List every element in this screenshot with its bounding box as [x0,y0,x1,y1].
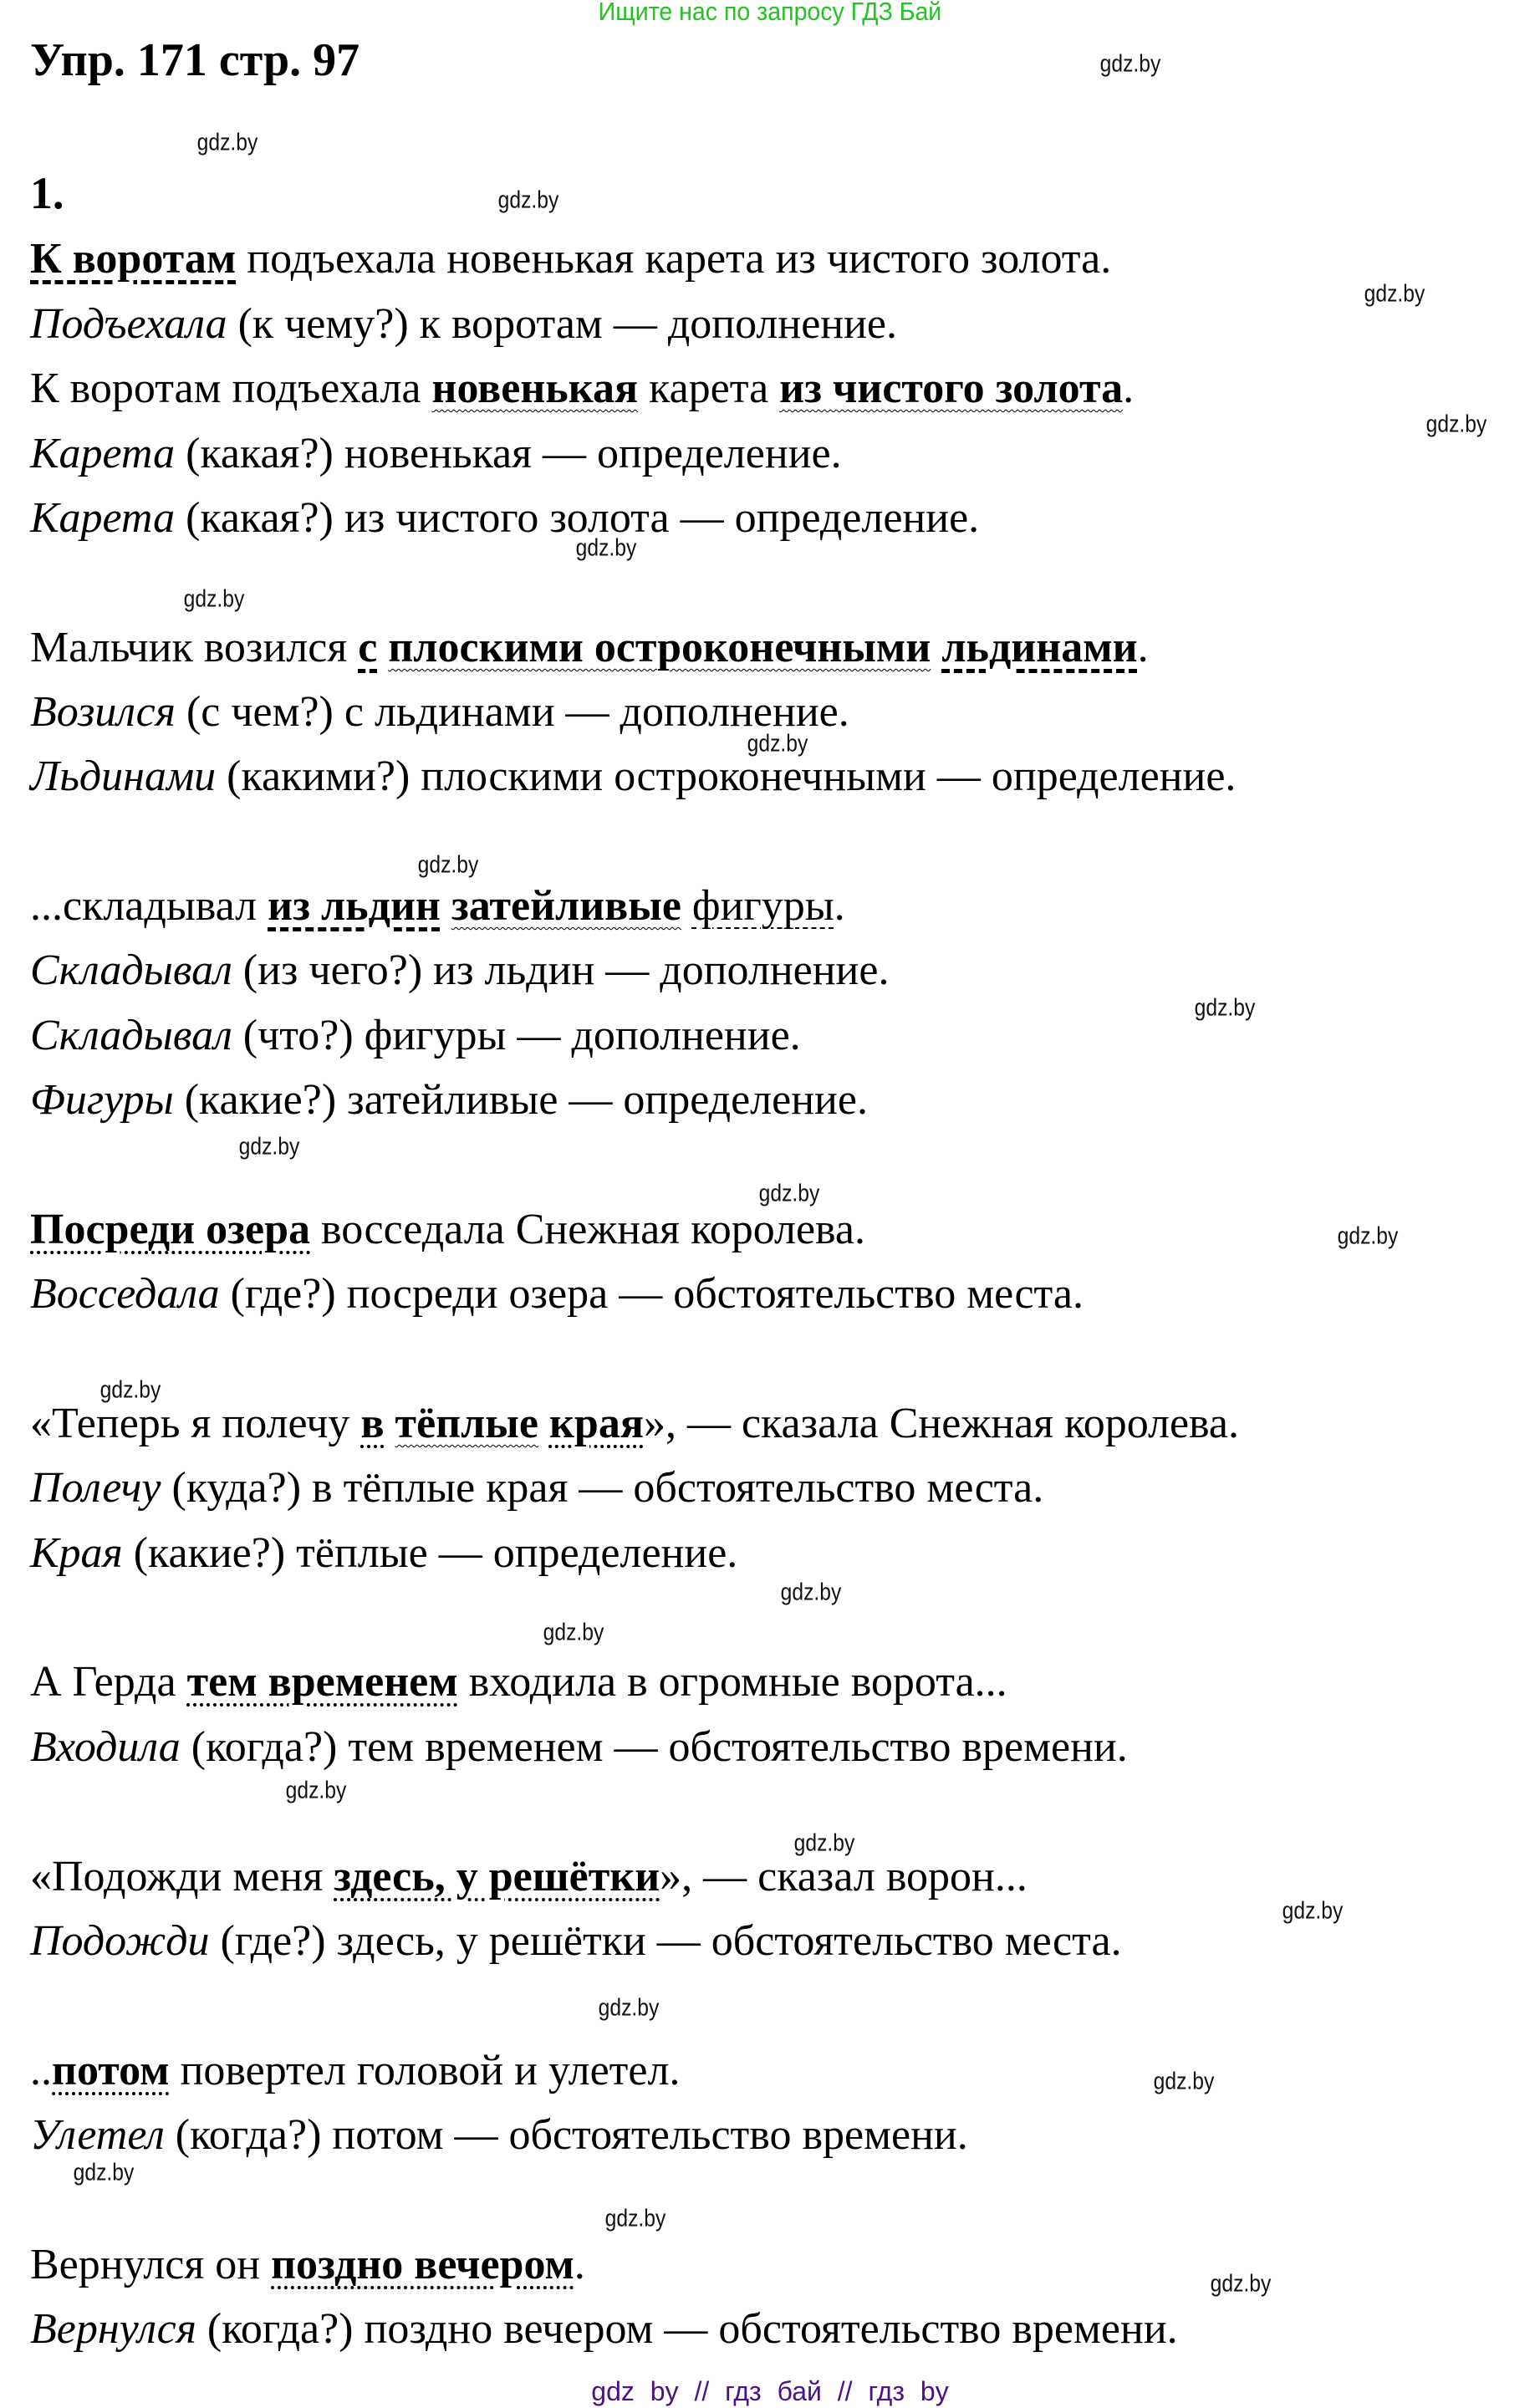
sentence-line [30,234,1111,284]
analysis-line [30,1916,1122,1967]
watermark: gdz.by [1364,280,1425,308]
adverbial-preposition: в [360,1400,385,1447]
sentence-text: подъехала новенькая карета из чистого золота. [236,235,1112,283]
sentence-line [30,1657,1007,1707]
sentence-text: восседала Снежная королева. [310,1206,865,1253]
sentence-text: Мальчик возился [30,624,359,671]
sentence-text: «Подожди меня [30,1853,334,1900]
sentence-text: Вернулся он [30,2241,272,2288]
analysis-word: Края [30,1529,123,1577]
footer-links[interactable]: gdz by // гдз бай // гдз by [591,2376,949,2406]
watermark: gdz.by [99,1376,161,1404]
watermark: gdz.by [417,851,479,879]
analysis-word: Карета [30,430,176,477]
watermark: gdz.by [780,1579,842,1606]
analysis-text: (какая?) новенькая — определение. [175,430,842,477]
sentence-line [30,2046,680,2096]
analysis-text: (куда?) в тёплые края — обстоятельство места. [161,1464,1044,1512]
watermark: gdz.by [604,2205,666,2232]
sentence-text: .. [30,2047,52,2094]
analysis-word: Льдинами [30,752,217,800]
sentence-text: . [1137,624,1149,671]
analysis-text: (что?) фигуры — дополнение. [232,1012,801,1059]
analysis-text: (какие?) затейливые — определение. [173,1076,868,1124]
analysis-line [30,493,979,543]
analysis-text: (когда?) потом — обстоятельство времени. [164,2111,968,2159]
object-word: льдинами [941,624,1138,671]
analysis-text: (какими?) плоскими остроконечными — определение. [216,752,1237,800]
analysis-line [30,687,849,737]
analysis-word: Фигуры [30,1076,174,1124]
watermark: gdz.by [1194,994,1256,1022]
analysis-line [30,429,842,479]
space [538,1400,549,1447]
watermark: gdz.by [285,1777,347,1804]
page-title: Упр. 171 стр. 97 [30,34,360,86]
analysis-line [30,1722,1128,1773]
sentence-line [30,2240,585,2290]
attribute-word: затейливые [451,882,681,930]
watermark: gdz.by [598,1994,660,2022]
section-number: 1. [30,168,64,218]
analysis-text: (из чего?) из льдин — дополнение. [232,946,890,994]
sentence-text: «Теперь я полечу [30,1400,361,1447]
adverbial-phrase: тем временем [186,1658,458,1706]
space [931,624,941,671]
object-preposition: с [358,624,378,671]
space [681,882,692,930]
search-banner[interactable]: Ищите нас по запросу ГДЗ Бай [598,0,942,26]
analysis-word: Вернулся [30,2305,196,2353]
attribute-phrase: плоскими остроконечными [388,624,931,671]
sentence-line [30,881,845,931]
watermark: gdz.by [73,2159,135,2186]
analysis-text: (к чему?) к воротам — дополнение. [227,300,898,348]
analysis-line [30,2110,968,2161]
analysis-word: Улетел [30,2111,165,2159]
sentence-text: А Герда [30,1658,187,1706]
sentence-text: . [834,882,845,930]
adverbial-phrase: поздно вечером [271,2241,574,2288]
sentence-line [30,364,1134,414]
sentence-text: . [1123,365,1135,412]
analysis-text: (когда?) поздно вечером — обстоятельство времени. [196,2305,1178,2353]
sentence-text: карета [638,365,780,412]
analysis-line [30,946,889,996]
space [377,624,388,671]
adverbial-word: края [548,1400,644,1447]
watermark: gdz.by [747,730,808,758]
analysis-line [30,299,897,349]
watermark: gdz.by [183,585,245,613]
attribute-word: новенькая [431,365,639,412]
analysis-word: Карета [30,494,176,542]
space [441,882,451,930]
object-phrase: из льдин [268,882,441,930]
watermark: gdz.by [793,1829,855,1857]
analysis-word: Подожди [30,1917,210,1965]
sentence-text: . [574,2241,585,2288]
analysis-line [30,1269,1084,1319]
analysis-word: Подъехала [30,300,227,348]
sentence-text: », — сказала Снежная королева. [643,1400,1239,1447]
watermark: gdz.by [1210,2270,1272,2298]
adverbial-word: потом [52,2047,170,2094]
watermark: gdz.by [1153,2068,1215,2095]
analysis-word: Складывал [30,946,232,994]
sentence-line [30,1205,865,1255]
analysis-text: (где?) посреди озера — обстоятельство места. [219,1270,1084,1318]
analysis-line [30,1011,801,1061]
sentence-text: ...складывал [30,882,268,930]
sentence-text: », — сказал ворон... [660,1853,1028,1900]
analysis-line [30,752,1236,802]
analysis-word: Возился [30,688,176,736]
analysis-word: Входила [30,1723,181,1771]
watermark: gdz.by [1282,1897,1344,1925]
analysis-line [30,2304,1178,2354]
watermark: gdz.by [497,186,559,214]
watermark: gdz.by [543,1619,604,1646]
watermark: gdz.by [196,129,258,156]
watermark: gdz.by [238,1133,300,1161]
watermark: gdz.by [1099,50,1161,78]
analysis-line [30,1463,1043,1513]
analysis-line [30,1075,868,1125]
sentence-line [30,1399,1239,1449]
watermark: gdz.by [1425,411,1487,438]
analysis-text: (какие?) тёплые — определение. [122,1529,738,1577]
watermark: gdz.by [575,534,637,562]
watermark: gdz.by [758,1180,820,1207]
analysis-text: (с чем?) с льдинами — дополнение. [175,688,849,736]
object-phrase: К воротам [30,235,237,283]
adverbial-phrase: здесь, у решётки [334,1853,660,1900]
adverbial-phrase: Посреди озера [30,1206,311,1253]
analysis-text: (когда?) тем временем — обстоятельство времени. [180,1723,1128,1771]
sentence-line [30,623,1149,673]
sentence-text: повертел головой и улетел. [169,2047,681,2094]
analysis-word: Складывал [30,1012,232,1059]
space [385,1400,395,1447]
analysis-text: (где?) здесь, у решётки — обстоятельство места. [209,1917,1122,1965]
analysis-line [30,1528,737,1579]
analysis-word: Полечу [30,1464,161,1512]
analysis-text: (какая?) из чистого золота — определение. [175,494,980,542]
analysis-word: Восседала [30,1270,220,1318]
sentence-text: К воротам подъехала [30,365,432,412]
sentence-line [30,1852,1028,1902]
attribute-word: тёплые [395,1400,538,1447]
sentence-text: входила в огромные ворота... [457,1658,1007,1706]
watermark: gdz.by [1337,1222,1399,1250]
attribute-phrase: из чистого золота [779,365,1124,412]
object-word: фигуры [691,882,834,930]
